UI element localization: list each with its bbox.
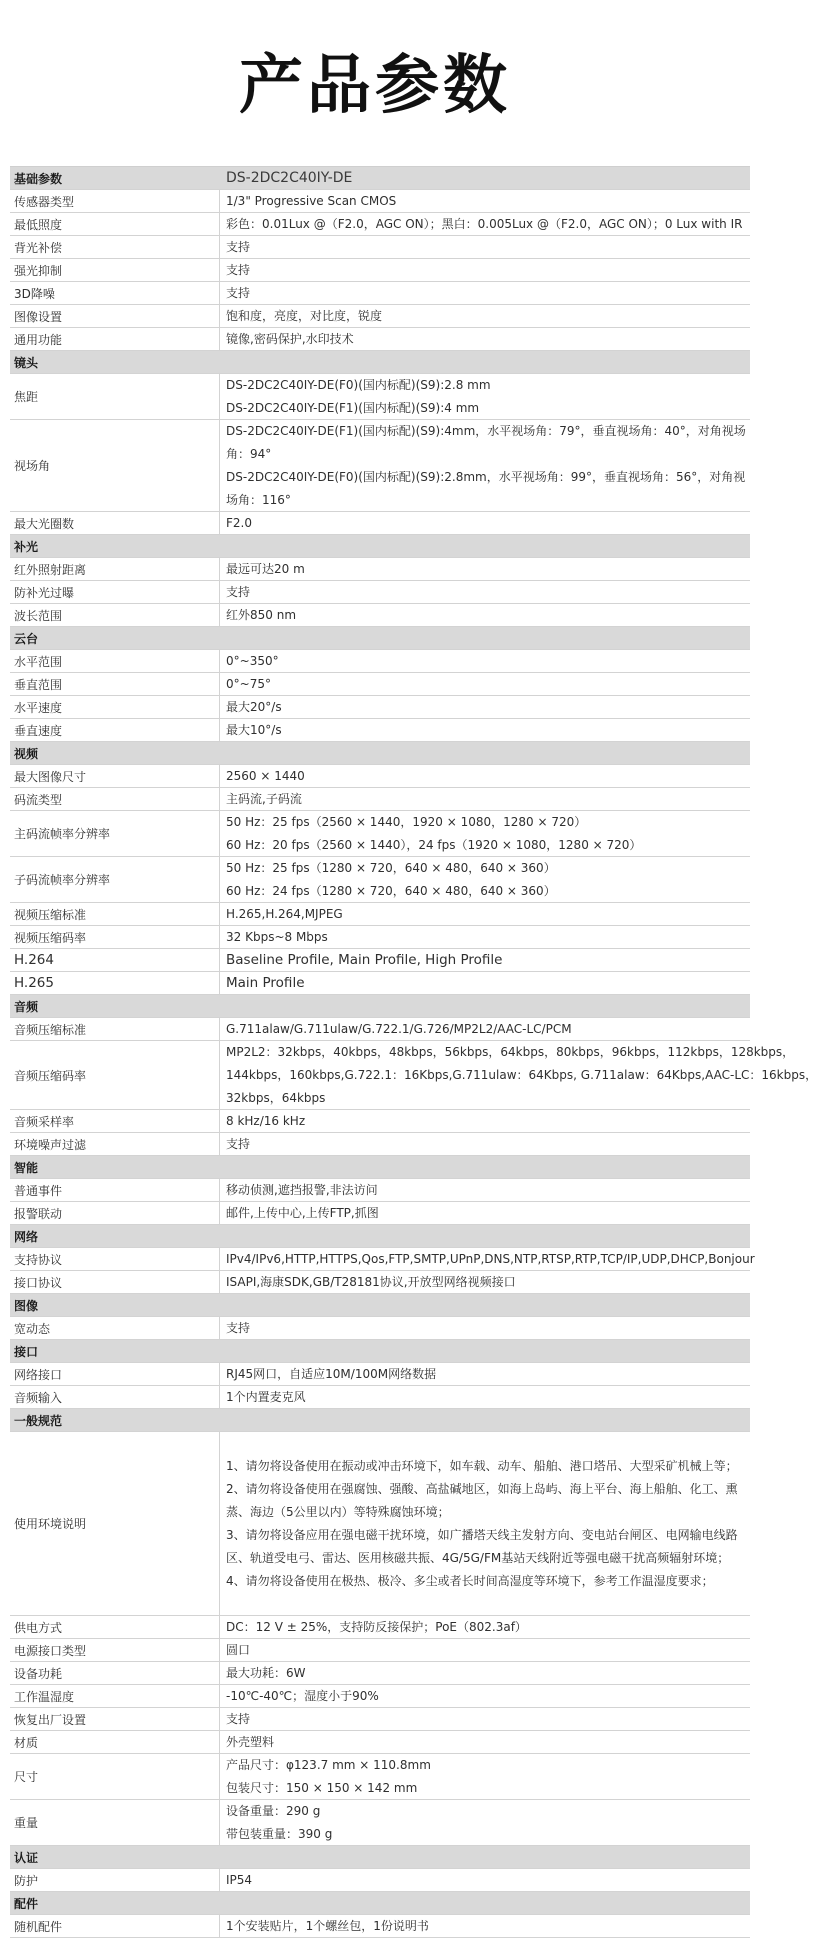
table-row (10, 903, 750, 926)
value-line: 外壳塑料 (226, 1734, 275, 1749)
section-title: 云台 (14, 631, 39, 646)
table-row (10, 857, 750, 903)
row-value (220, 650, 750, 672)
row-label: 波长范围 (10, 604, 220, 626)
row-label: 支持协议 (10, 1248, 220, 1270)
model-number: DS-2DC2C40IY-DE (226, 169, 353, 186)
row-value (220, 903, 750, 925)
section-title: 智能 (14, 1160, 39, 1175)
value-line: 60 Hz：20 fps（2560 × 1440），24 fps（1920 × 1080，1280 × 720） (226, 837, 642, 852)
section-title: 认证 (14, 1850, 39, 1865)
value-line: 支持 (226, 285, 251, 300)
value-line: Main Profile (226, 974, 305, 991)
row-label: 重量 (10, 1800, 220, 1845)
row-label: 尺寸 (10, 1754, 220, 1799)
table-row (10, 926, 750, 949)
section-title: 一般规范 (14, 1413, 63, 1428)
section-title: 镜头 (14, 355, 39, 370)
value-line: DS-2DC2C40IY-DE(F1)(国内标配)(S9):4mm，水平视场角：79°，垂直视场角：40°，对角视场 (226, 423, 746, 438)
row-value (220, 1018, 750, 1040)
row-label: 视频压缩标准 (10, 903, 220, 925)
table-row (10, 1639, 750, 1662)
row-label: 接口协议 (10, 1271, 220, 1293)
table-row (10, 1708, 750, 1731)
table-row (10, 719, 750, 742)
section-header-row (10, 1225, 750, 1248)
row-label: 普通事件 (10, 1179, 220, 1201)
value-line: 支持 (226, 262, 251, 277)
value-line: G.711alaw/G.711ulaw/G.722.1/G.726/MP2L2/AAC-LC/PCM (226, 1021, 572, 1036)
row-label: 设备功耗 (10, 1662, 220, 1684)
row-value (220, 1386, 750, 1408)
row-label: 垂直范围 (10, 673, 220, 695)
row-label: 宽动态 (10, 1317, 220, 1339)
row-value (220, 420, 750, 511)
section-header-row (10, 535, 750, 558)
value-line: 4、请勿将设备使用在极热、极冷、多尘或者长时间高湿度等环境下，参考工作温湿度要求； (226, 1573, 714, 1588)
value-line: 0°~350° (226, 653, 279, 668)
table-row (10, 236, 750, 259)
value-line: H.265,H.264,MJPEG (226, 906, 343, 921)
row-value (220, 1869, 750, 1891)
value-line: 主码流,子码流 (226, 791, 302, 806)
value-line: MP2L2：32kbps，40kbps，48kbps，56kbps，64kbps，80kbps，96kbps，112kbps，128kbps， (226, 1044, 795, 1059)
row-value (220, 259, 750, 281)
value-line: 圆口 (226, 1642, 251, 1657)
table-row (10, 1248, 755, 1271)
row-value (220, 719, 750, 741)
row-value (220, 190, 750, 212)
value-line: 144kbps，160kbps,G.722.1：16Kbps,G.711ulaw：64Kbps, G.711alaw：64Kbps,AAC-LC：16kbps， (226, 1067, 817, 1082)
table-row (10, 259, 750, 282)
value-line: 1/3" Progressive Scan CMOS (226, 193, 397, 208)
row-value (220, 949, 750, 971)
row-value (220, 512, 750, 534)
value-line: 最远可达20 m (226, 561, 305, 576)
row-value (220, 696, 750, 718)
table-row (10, 673, 750, 696)
row-value (220, 1110, 750, 1132)
value-line: 1个安装贴片，1个螺丝包，1份说明书 (226, 1918, 429, 1933)
value-line: 支持 (226, 1320, 251, 1335)
row-label: 防补光过曝 (10, 581, 220, 603)
page-title: 产品参数 (239, 49, 511, 123)
value-line: 60 Hz：24 fps（1280 × 720，640 × 480，640 × 360） (226, 883, 556, 898)
row-label: 水平速度 (10, 696, 220, 718)
table-row (10, 1202, 750, 1225)
table-row (10, 512, 750, 535)
value-line: 包装尺寸：150 × 150 × 142 mm (226, 1780, 418, 1795)
row-label: 码流类型 (10, 788, 220, 810)
row-value (220, 213, 750, 235)
section-header-row (10, 627, 750, 650)
row-value (220, 1708, 750, 1730)
row-label: 最低照度 (10, 213, 220, 235)
row-value (220, 811, 750, 856)
table-row (10, 1386, 750, 1409)
row-label: 随机配件 (10, 1915, 220, 1937)
row-label: 环境噪声过滤 (10, 1133, 220, 1155)
row-value (220, 1754, 750, 1799)
table-row (10, 1363, 750, 1386)
table-row (10, 190, 750, 213)
row-label: 音频压缩码率 (10, 1041, 220, 1109)
row-label: 垂直速度 (10, 719, 220, 741)
section-title: 视频 (14, 746, 39, 761)
table-row (10, 1915, 750, 1938)
table-row (10, 1800, 750, 1846)
table-row (10, 374, 750, 420)
table-row (10, 1179, 750, 1202)
value-line: 场角：116° (226, 492, 291, 507)
row-value (220, 857, 750, 902)
spec-table (10, 166, 817, 1938)
table-row (10, 328, 750, 351)
row-label: H.265 (10, 972, 220, 994)
row-label: 使用环境说明 (10, 1432, 220, 1615)
row-value (220, 1248, 755, 1270)
row-value (220, 1639, 750, 1661)
value-line: 邮件,上传中心,上传FTP,抓图 (226, 1205, 379, 1220)
row-value (220, 581, 750, 603)
value-line: F2.0 (226, 515, 252, 530)
row-value (220, 1202, 750, 1224)
table-row (10, 811, 750, 857)
section-header-row (10, 1156, 750, 1179)
table-row (10, 1754, 750, 1800)
table-row (10, 696, 750, 719)
section-title: 网络 (14, 1229, 39, 1244)
section-title: 音频 (14, 999, 39, 1014)
section-header-row (10, 1340, 750, 1363)
table-row (10, 1869, 750, 1892)
row-label: 视频压缩码率 (10, 926, 220, 948)
row-value (220, 1271, 750, 1293)
value-line: Baseline Profile, Main Profile, High Profile (226, 951, 503, 968)
row-value (220, 1432, 750, 1615)
row-label: 供电方式 (10, 1616, 220, 1638)
table-row (10, 213, 750, 236)
row-value (220, 1800, 750, 1845)
value-line: 彩色：0.01Lux @（F2.0，AGC ON）；黑白：0.005Lux @（F2.0，AGC ON）；0 Lux with IR (226, 216, 743, 231)
value-line: 支持 (226, 239, 251, 254)
row-value (220, 673, 750, 695)
value-line: 产品尺寸：φ123.7 mm × 110.8mm (226, 1757, 431, 1772)
table-row (10, 1133, 750, 1156)
value-line: 最大功耗：6W (226, 1665, 306, 1680)
row-value (220, 788, 750, 810)
row-value (220, 328, 750, 350)
value-line: 2、请勿将设备使用在强腐蚀、强酸、高盐碱地区，如海上岛屿、海上平台、海上船舶、化工、熏蒸、海边（5公里以内）等特殊腐蚀环境； (226, 1481, 738, 1519)
value-line: 3、请勿将设备应用在强电磁干扰环境，如广播塔天线主发射方向、变电站台闸区、电网输电线路区、轨道受电弓、雷达、医用核磁共振、4G/5G/FM基站天线附近等强电磁干扰高频辐射环境； (226, 1527, 738, 1565)
section-header-row (10, 742, 750, 765)
value-line: DC：12 V ± 25%，支持防反接保护；PoE（802.3af） (226, 1619, 527, 1634)
value-line: IP54 (226, 1872, 253, 1887)
value-line: 0°~75° (226, 676, 271, 691)
table-row (10, 558, 750, 581)
section-title: 补光 (14, 539, 39, 554)
row-value (220, 604, 750, 626)
row-label: H.264 (10, 949, 220, 971)
section-title: 图像 (14, 1298, 39, 1313)
section-title: 接口 (14, 1344, 39, 1359)
value-line: 镜像,密码保护,水印技术 (226, 331, 354, 346)
table-row (10, 604, 750, 627)
table-row (10, 972, 750, 995)
row-label: 视场角 (10, 420, 220, 511)
value-line: 最大20°/s (226, 699, 282, 714)
table-row (10, 765, 750, 788)
value-line: RJ45网口，自适应10M/100M网络数据 (226, 1366, 437, 1381)
value-line: 设备重量：290 g (226, 1803, 321, 1818)
row-label: 音频输入 (10, 1386, 220, 1408)
row-label: 电源接口类型 (10, 1639, 220, 1661)
value-line: IPv4/IPv6,HTTP,HTTPS,Qos,FTP,SMTP,UPnP,DNS,NTP,RTSP,RTP,TCP/IP,UDP,DHCP,Bonjour (226, 1251, 755, 1266)
row-label: 红外照射距离 (10, 558, 220, 580)
section-header-row (10, 1409, 750, 1432)
section-header-row (10, 1892, 750, 1915)
row-value (220, 1662, 750, 1684)
row-value (220, 1179, 750, 1201)
row-label: 材质 (10, 1731, 220, 1753)
value-line: DS-2DC2C40IY-DE(F0)(国内标配)(S9):2.8mm，水平视场角：99°，垂直视场角：56°，对角视 (226, 469, 746, 484)
value-line: 支持 (226, 1136, 251, 1151)
row-label: 焦距 (10, 374, 220, 419)
table-row (10, 788, 750, 811)
row-label: 防护 (10, 1869, 220, 1891)
value-line: 50 Hz：25 fps（1280 × 720，640 × 480，640 × 360） (226, 860, 556, 875)
value-line: 1个内置麦克风 (226, 1389, 306, 1404)
value-line: 移动侦测,遮挡报警,非法访问 (226, 1182, 378, 1197)
row-value (220, 236, 750, 258)
section-title: 配件 (14, 1896, 39, 1911)
table-row (10, 1271, 750, 1294)
table-row (10, 1041, 817, 1110)
row-label: 恢复出厂设置 (10, 1708, 220, 1730)
row-label: 强光抑制 (10, 259, 220, 281)
row-value (220, 1685, 750, 1707)
section-header-row (10, 995, 750, 1018)
row-label: 传感器类型 (10, 190, 220, 212)
row-label: 报警联动 (10, 1202, 220, 1224)
row-value (220, 558, 750, 580)
row-label: 最大图像尺寸 (10, 765, 220, 787)
value-line: -10℃-40℃；湿度小于90% (226, 1688, 379, 1703)
row-value (220, 926, 750, 948)
table-row (10, 1662, 750, 1685)
table-row (10, 650, 750, 673)
section-header-row (10, 351, 750, 374)
row-value (220, 765, 750, 787)
table-header-row (10, 167, 750, 190)
value-line: 红外850 nm (226, 607, 297, 622)
value-line: 最大10°/s (226, 722, 282, 737)
value-line: 32kbps，64kbps (226, 1090, 326, 1105)
row-value (220, 1616, 750, 1638)
table-row (10, 305, 750, 328)
table-row (10, 1432, 750, 1616)
value-line: 8 kHz/16 kHz (226, 1113, 306, 1128)
value-line: 1、请勿将设备使用在振动或冲击环境下，如车载、动车、船舶、港口塔吊、大型采矿机械上等； (226, 1458, 738, 1473)
section-header-row (10, 1846, 750, 1869)
row-value (220, 972, 750, 994)
table-row (10, 282, 750, 305)
row-value (220, 282, 750, 304)
table-row (10, 1317, 750, 1340)
value-line: ISAPI,海康SDK,GB/T28181协议,开放型网络视频接口 (226, 1274, 516, 1289)
row-label: 水平范围 (10, 650, 220, 672)
table-row (10, 1731, 750, 1754)
table-row (10, 581, 750, 604)
row-label: 音频采样率 (10, 1110, 220, 1132)
value-line: 32 Kbps~8 Mbps (226, 929, 328, 944)
section-header-row (10, 1294, 750, 1317)
table-row (10, 1685, 750, 1708)
row-value (220, 305, 750, 327)
value-line: DS-2DC2C40IY-DE(F0)(国内标配)(S9):2.8 mm (226, 377, 491, 392)
table-row (10, 1616, 750, 1639)
row-label: 通用功能 (10, 328, 220, 350)
row-value (220, 1731, 750, 1753)
value-line: 支持 (226, 1711, 251, 1726)
value-line: 50 Hz：25 fps（2560 × 1440，1920 × 1080，1280 × 720） (226, 814, 587, 829)
row-label: 3D降噪 (10, 282, 220, 304)
row-value (220, 1133, 750, 1155)
value-line: 支持 (226, 584, 251, 599)
row-label: 网络接口 (10, 1363, 220, 1385)
row-value (220, 1363, 750, 1385)
row-label: 子码流帧率分辨率 (10, 857, 220, 902)
row-label: 音频压缩标准 (10, 1018, 220, 1040)
row-value (220, 1915, 750, 1937)
table-row (10, 420, 750, 512)
row-label: 图像设置 (10, 305, 220, 327)
value-line: 带包装重量：390 g (226, 1826, 333, 1841)
value-line: 2560 × 1440 (226, 768, 305, 783)
row-label: 背光补偿 (10, 236, 220, 258)
row-value (220, 1041, 817, 1109)
row-label: 最大光圈数 (10, 512, 220, 534)
value-line: DS-2DC2C40IY-DE(F1)(国内标配)(S9):4 mm (226, 400, 480, 415)
row-value (220, 1317, 750, 1339)
table-row (10, 949, 750, 972)
value-line: 角：94° (226, 446, 272, 461)
row-label: 主码流帧率分辨率 (10, 811, 220, 856)
row-label: 工作温湿度 (10, 1685, 220, 1707)
table-row (10, 1110, 750, 1133)
row-value (220, 374, 750, 419)
value-line: 饱和度，亮度，对比度，锐度 (226, 308, 383, 323)
table-row (10, 1018, 750, 1041)
header-label: 基础参数 (14, 171, 63, 186)
